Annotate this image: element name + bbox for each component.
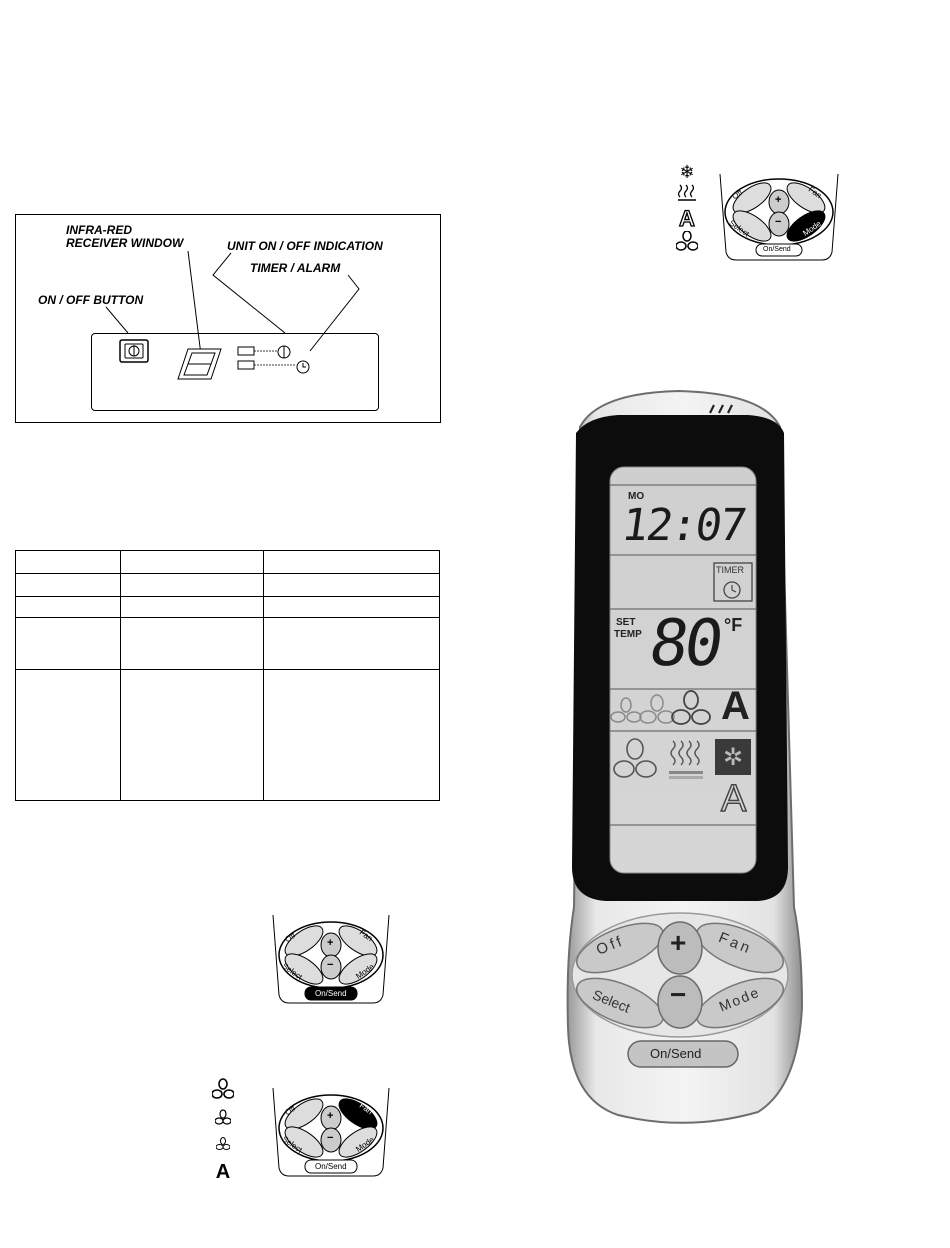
infra-red-label-line1: INFRA-RED [66, 223, 132, 237]
infra-red-label-line2: RECEIVER WINDOW [66, 236, 184, 250]
on-send-button[interactable]: On/Send [650, 1046, 702, 1061]
lcd-timer-label: TIMER [716, 565, 744, 575]
control-panel-diagram [15, 214, 441, 423]
lcd-auto-fan-icon: A [721, 684, 750, 728]
lcd-day: MO [628, 491, 645, 502]
plus-button[interactable]: + [670, 927, 687, 958]
timer-alarm-label: TIMER / ALARM [250, 261, 341, 275]
mini-basic-mode-label: Mode [354, 962, 376, 981]
mini-fan-off-label: Off [283, 1103, 298, 1118]
unit-on-off-label: UNIT ON / OFF INDICATION [227, 239, 383, 253]
heat-icon [676, 182, 698, 202]
mode-table [15, 550, 440, 801]
mini-mode-fan-label: Fan [806, 184, 824, 201]
fan-low-icon [216, 1136, 230, 1152]
mini-panel-fan [271, 1086, 391, 1178]
fan-speed-icon-stack [208, 1078, 238, 1183]
mini-mode-mode-label: Mode [801, 219, 823, 238]
fan-high-icon [212, 1078, 234, 1100]
on-off-button-label: ON / OFF BUTTON [38, 293, 144, 307]
minus-button[interactable]: − [670, 979, 687, 1010]
mini-fan-on-send-label: On/Send [315, 1162, 347, 1171]
mini-fan-plus: + [327, 1110, 334, 1122]
off-button[interactable]: Off [593, 932, 627, 959]
remote-control [558, 387, 808, 1127]
lcd-clock: 12:07 [618, 500, 749, 551]
select-button[interactable]: Select [590, 986, 633, 1016]
lcd-temp-label: TEMP [614, 629, 642, 640]
mini-fan-select-label: Select [280, 1134, 304, 1155]
lcd-temperature: 80 [644, 607, 725, 681]
lcd-temp-unit: °F [724, 615, 743, 635]
snowflake-icon: ❄ [679, 162, 695, 182]
fan-button[interactable]: Fan [716, 929, 755, 958]
auto-fan-icon: A [215, 1161, 231, 1183]
mode-icon-stack [672, 162, 702, 256]
mini-mode-minus: − [775, 216, 782, 228]
mini-basic-fan-label: Fan [357, 927, 375, 944]
mini-panel-mode [718, 172, 840, 262]
mini-basic-plus: + [327, 937, 334, 949]
table-row [16, 551, 440, 574]
table-row [16, 574, 440, 597]
mini-basic-minus: − [327, 959, 334, 971]
mode-button[interactable]: Mode [716, 983, 763, 1015]
lcd-auto-mode-icon: A [721, 778, 747, 820]
control-panel-leader-lines [16, 215, 442, 424]
mini-basic-on-send-label: On/Send [315, 989, 347, 998]
fan-icon [676, 231, 698, 251]
mini-mode-on-send-label: On/Send [763, 246, 791, 253]
table-row [16, 597, 440, 618]
mini-basic-off-label: Off [283, 930, 298, 945]
mini-panel-basic [271, 913, 391, 1005]
lcd-set-label: SET [616, 617, 636, 628]
mini-mode-off-label: Off [730, 187, 745, 202]
svg-text:✲: ✲ [722, 743, 744, 771]
mini-mode-plus: + [775, 194, 782, 206]
remote-body [558, 387, 808, 1127]
fan-medium-icon [215, 1109, 231, 1127]
mini-fan-minus: − [327, 1132, 334, 1144]
mini-fan-fan-label: Fan [357, 1100, 375, 1117]
mini-basic-select-label: Select [280, 961, 304, 982]
mini-mode-select-label: Select [727, 218, 751, 239]
table-row [16, 670, 440, 801]
table-row [16, 618, 440, 670]
mini-fan-mode-label: Mode [354, 1135, 376, 1154]
auto-mode-icon: A [679, 206, 695, 231]
